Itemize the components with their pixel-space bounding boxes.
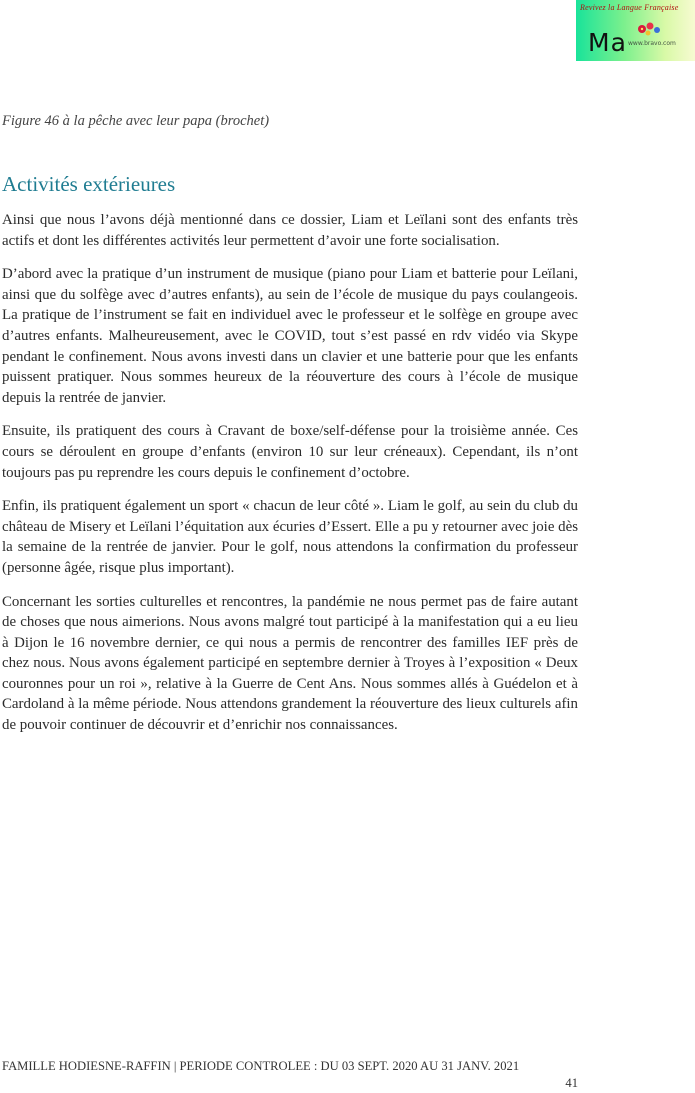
header-logo [576,0,695,61]
paragraph: Ensuite, ils pratiquent des cours à Cravant de boxe/self-défense pour la troisième année. Ces cours se déroulent en groupe d’enfants (environ 10 sur leur créneaux). Cependant, ils n’ont toujours pas pu reprendre les cours depuis le confinement d’octobre. [2,423,578,481]
logo-tagline: Revivez la Langue Française [580,3,679,12]
section-title: Activités extérieures [2,172,176,196]
logo-site-text: www.bravo.com [628,40,676,47]
paragraph: D’abord avec la pratique d’un instrument de musique (piano pour Liam et batterie pour Leïlani, ainsi que du solfège avec d’autres enfants), au sein de l’école de musique du pays coulangeois. La pratique de l’instrument se fait en individuel avec le professeur et le solfège en groupe avec d’autres enfants. Malheureusement, avec le COVID, tout s’est passé en rdv vidéo via Skype pendant le confinement. Nous avons investi dans un clavier et une batterie pour que les enfants puissent pratiquer. Nous sommes heureux de la réouverture des cours à l’école de musique depuis la rentrée de janvier. [2,266,578,406]
paragraph: Enfin, ils pratiquent également un sport « chacun de leur côté ». Liam le golf, au sein du club du château de Misery et Leïlani l’équitation aux écuries d’Essert. Elle a pu y retourner avec joie dès la semaine de la rentrée de janvier. Pour le golf, nous attendons la confirmation du professeur (personne âgée, risque plus important). [2,498,578,576]
section-body [2,210,578,749]
paragraph: Concernant les sorties culturelles et rencontres, la pandémie ne nous permet pas de faire autant de choses que nous aimerions. Nous avons malgré tout participé à la manifestation qui a eu lieu à Dijon le 16 novembre dernier, ce qui nous a permis de rencontrer des familles IEF près de chez nous. Nous avons également participé en septembre dernier à Troyes à l’exposition « Deux couronnes pour un roi », relative à la Guerre de Cent Ans. Nous sommes allés à Guédelon et à Cardoland à la même période. Nous attendons grandement la réouverture des lieux culturels afin de pouvoir continuer de découvrir et d’enrichir nos connaissances. [2,593,578,734]
logo-main-text: Ma [588,28,627,57]
figure-caption: Figure 46 à la pêche avec leur papa (brochet) [2,113,270,129]
page-number: 41 [565,1076,578,1090]
paragraph: Ainsi que nous l’avons déjà mentionné dans ce dossier, Liam et Leïlani sont des enfants très actifs et dont les différentes activités leur permettent d’avoir une forte socialisation. [2,212,578,249]
flowers-icon [636,20,664,38]
page-footer: FAMILLE HODIESNE-RAFFIN | PERIODE CONTROLEE : DU 03 SEPT. 2020 AU 31 JANV. 2021 [2,1059,520,1073]
